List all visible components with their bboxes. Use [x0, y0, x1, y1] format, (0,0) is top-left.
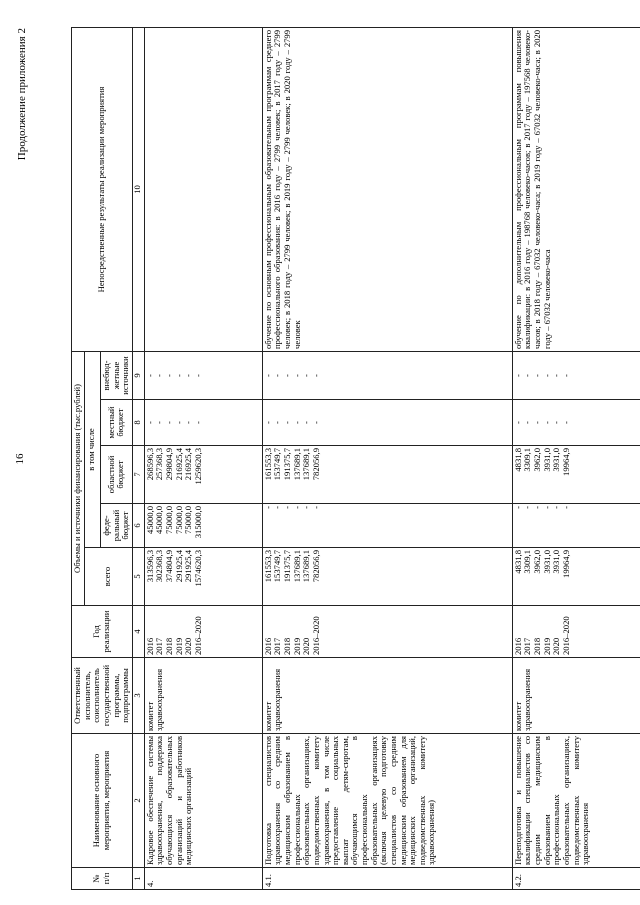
header-extra: внебюд-жетные источники — [100, 351, 132, 399]
extra-value: - — [282, 374, 292, 377]
extra-value: - — [541, 374, 552, 377]
federal-value: 315000,0 — [192, 506, 203, 539]
extra-value: - — [301, 374, 312, 377]
total-value: 782056,9 — [310, 550, 321, 583]
years-value: 2018 — [532, 637, 542, 655]
extra-value: - — [291, 374, 302, 377]
local-value: - — [560, 421, 571, 424]
cell-result: обучение по основным профессиональным образовательным программам среднего профессионального образования: в 2016 году – 2799 человек; в 2017 году – 2799 человек; в 2018 году – 2799 человек; в 2019 году – 2799 человек; в 2020 году – 2799 человек — [262, 27, 512, 351]
cell-local — [262, 400, 512, 446]
regional-value: 268596,3 — [144, 448, 155, 481]
federal-value: 45000,0 — [154, 506, 165, 534]
years-value: 2019 — [173, 637, 184, 655]
cell-executor: комитет здравоохранения — [512, 658, 640, 734]
federal-value: - — [310, 506, 321, 509]
total-value: 3931,0 — [541, 550, 552, 574]
years-value: 2020 — [183, 637, 194, 655]
cell-name: Подготовка специалистов здравоохранения со средним медицинским образованием в профессиональных образовательных организациях, подведомственных комитету здравоохранения, в том числе предоставление социальных выплат детям-сиротам, обучающимся в профессиональных образовательных организациях (включая целевую подготовку специалистов со средним медицинским образованием для медицинских организаций, подведомственных комитету здравоохранения) — [262, 734, 512, 868]
years-value: 2016 — [262, 637, 273, 655]
cell-extra — [262, 351, 512, 399]
federal-value: - — [541, 506, 552, 509]
col-number: 7 — [132, 446, 144, 504]
extra-value: - — [183, 374, 194, 377]
cell-years — [262, 606, 512, 658]
regional-value: 299804,9 — [164, 448, 174, 481]
cell-no: 4.2. — [512, 868, 640, 890]
total-value: 313596,3 — [144, 550, 155, 583]
table-row — [512, 27, 640, 889]
cell-no: 4.1. — [262, 868, 512, 890]
federal-value: - — [551, 506, 562, 509]
extra-value: - — [310, 374, 321, 377]
cell-extra — [144, 351, 262, 399]
cell-years — [144, 606, 262, 658]
local-value: - — [301, 421, 312, 424]
years-value: 2019 — [291, 637, 302, 655]
total-value: 3962,0 — [532, 550, 542, 574]
regional-value: 216925,4 — [173, 448, 184, 481]
cell-no: 4. — [144, 868, 262, 890]
header-local: местный бюджет — [100, 400, 132, 446]
total-value: 291925,4 — [173, 550, 184, 583]
header-regional: областной бюджет — [100, 446, 132, 504]
regional-value: 257368,3 — [154, 448, 165, 481]
cell-total — [512, 548, 640, 606]
header-volumes: Объемы и источники финансирования (тыс.рублей) — [72, 351, 85, 605]
extra-value: - — [164, 374, 174, 377]
federal-value: - — [282, 506, 292, 509]
years-value: 2018 — [164, 637, 174, 655]
total-value: 19964,9 — [560, 550, 571, 578]
extra-value: - — [272, 374, 283, 377]
cell-extra — [512, 351, 640, 399]
extra-value: - — [262, 374, 273, 377]
cell-regional — [144, 446, 262, 504]
federal-value: - — [272, 506, 283, 509]
total-value: 3931,0 — [551, 550, 562, 574]
col-number: 2 — [132, 734, 144, 868]
cell-total — [144, 548, 262, 606]
header-federal: феде-ральный бюджет — [100, 504, 132, 548]
regional-value: 137689,1 — [301, 448, 312, 481]
total-value: 1574620,3 — [192, 550, 203, 587]
regional-value: 3962,0 — [532, 448, 542, 472]
cell-executor: комитет здравоохранения — [262, 658, 512, 734]
cell-name: Кадровое обеспечение системы здравоохранения, поддержка обучающихся образовательных организаций и работников медицинских организаций — [144, 734, 262, 868]
years-value: 2020 — [551, 637, 562, 655]
extra-value: - — [154, 374, 165, 377]
extra-value: - — [560, 374, 571, 377]
total-value: 161553,3 — [262, 550, 273, 583]
extra-value: - — [532, 374, 542, 377]
table-row — [144, 27, 262, 889]
header-total: всего — [84, 548, 132, 606]
regional-value: 137689,1 — [291, 448, 302, 481]
header-name: Наименование основного мероприятия, мероприятия — [72, 734, 133, 868]
header-year: Год реализации — [72, 606, 133, 658]
local-value: - — [532, 421, 542, 424]
federal-value: 75000,0 — [173, 506, 184, 534]
local-value: - — [522, 421, 533, 424]
total-value: 4831,8 — [512, 550, 523, 574]
col-number: 10 — [132, 27, 144, 351]
federal-value: - — [532, 506, 542, 509]
regional-value: 153749,7 — [272, 448, 283, 481]
local-value: - — [154, 421, 165, 424]
local-value: - — [164, 421, 174, 424]
local-value: - — [183, 421, 194, 424]
local-value: - — [291, 421, 302, 424]
federal-value: 75000,0 — [164, 506, 174, 534]
years-value: 2016–2020 — [310, 616, 321, 655]
local-value: - — [262, 421, 273, 424]
years-value: 2019 — [541, 637, 552, 655]
total-value: 137689,1 — [291, 550, 302, 583]
cell-regional — [262, 446, 512, 504]
total-value: 374804,9 — [164, 550, 174, 583]
header-executor: Ответственный исполнитель, соисполнитель государственной программы, подпрограммы — [72, 658, 133, 734]
years-value: 2017 — [522, 637, 533, 655]
federal-value: - — [301, 506, 312, 509]
cell-total — [262, 548, 512, 606]
local-value: - — [512, 421, 523, 424]
col-number: 5 — [132, 548, 144, 606]
regional-value: 19964,9 — [560, 448, 571, 476]
federal-value: - — [512, 506, 523, 509]
years-value: 2017 — [272, 637, 283, 655]
local-value: - — [272, 421, 283, 424]
regional-value: 3931,0 — [551, 448, 562, 472]
federal-value: - — [262, 506, 273, 509]
years-value: 2018 — [282, 637, 292, 655]
local-value: - — [173, 421, 184, 424]
cell-result: обучение по дополнительным профессиональным программам повышения квалификации: в 2016 году – 198768 человеко-часов; в 2017 году – 197568 человеко-часов; в 2018 году – 67032 человеко-часа; в 2019 году – 67032 человеко-часа; в 2020 году – 67032 человеко-часа — [512, 27, 640, 351]
cell-regional — [512, 446, 640, 504]
cell-federal — [144, 504, 262, 548]
total-value: 291925,4 — [183, 550, 194, 583]
federal-value: - — [522, 506, 533, 509]
years-value: 2016 — [512, 637, 523, 655]
years-value: 2016 — [144, 637, 155, 655]
regional-value: 216925,4 — [183, 448, 194, 481]
header-results: Непосредственные результаты реализации мероприятия — [72, 27, 133, 351]
total-value: 191375,7 — [282, 550, 292, 583]
local-value: - — [192, 421, 203, 424]
years-value: 2017 — [154, 637, 165, 655]
cell-federal — [262, 504, 512, 548]
local-value: - — [541, 421, 552, 424]
regional-value: 1259620,3 — [192, 448, 203, 485]
extra-value: - — [551, 374, 562, 377]
federal-value: - — [291, 506, 302, 509]
header-no: № п/п — [72, 868, 133, 890]
program-table — [71, 27, 640, 890]
col-number: 6 — [132, 504, 144, 548]
regional-value: 782056,9 — [310, 448, 321, 481]
local-value: - — [310, 421, 321, 424]
cell-executor: комитет здравоохранения — [144, 658, 262, 734]
cell-local — [512, 400, 640, 446]
regional-value: 191375,7 — [282, 448, 292, 481]
local-value: - — [282, 421, 292, 424]
total-value: 302368,3 — [154, 550, 165, 583]
extra-value: - — [144, 374, 155, 377]
extra-value: - — [192, 374, 203, 377]
col-number: 4 — [132, 606, 144, 658]
regional-value: 4831,8 — [512, 448, 523, 472]
federal-value: 45000,0 — [144, 506, 155, 534]
page-number: 16 — [14, 453, 26, 465]
table-row — [262, 27, 512, 889]
cell-name: Переподготовка и повышение квалификации специалистов со средним медицинским образованием в профессиональных образовательных организациях, подведомственных комитету здравоохранения — [512, 734, 640, 868]
regional-value: 3931,0 — [541, 448, 552, 472]
local-value: - — [551, 421, 562, 424]
extra-value: - — [512, 374, 523, 377]
col-number: 1 — [132, 868, 144, 890]
local-value: - — [144, 421, 155, 424]
years-value: 2016–2020 — [192, 616, 203, 655]
header-incl: в том числе — [84, 351, 100, 547]
total-value: 153749,7 — [272, 550, 283, 583]
total-value: 3309,1 — [522, 550, 533, 574]
federal-value: 75000,0 — [183, 506, 194, 534]
extra-value: - — [173, 374, 184, 377]
col-number: 8 — [132, 400, 144, 446]
regional-value: 3309,1 — [522, 448, 533, 472]
total-value: 137689,1 — [301, 550, 312, 583]
cell-federal — [512, 504, 640, 548]
col-number: 9 — [132, 351, 144, 399]
table-body — [144, 27, 640, 889]
years-value: 2020 — [301, 637, 312, 655]
federal-value: - — [560, 506, 571, 509]
extra-value: - — [522, 374, 533, 377]
regional-value: 161553,3 — [262, 448, 273, 481]
col-number: 3 — [132, 658, 144, 734]
cell-years — [512, 606, 640, 658]
years-value: 2016–2020 — [560, 616, 571, 655]
cell-local — [144, 400, 262, 446]
continuation-note: Продолжение приложения 2 — [16, 28, 28, 161]
cell-result — [144, 27, 262, 351]
